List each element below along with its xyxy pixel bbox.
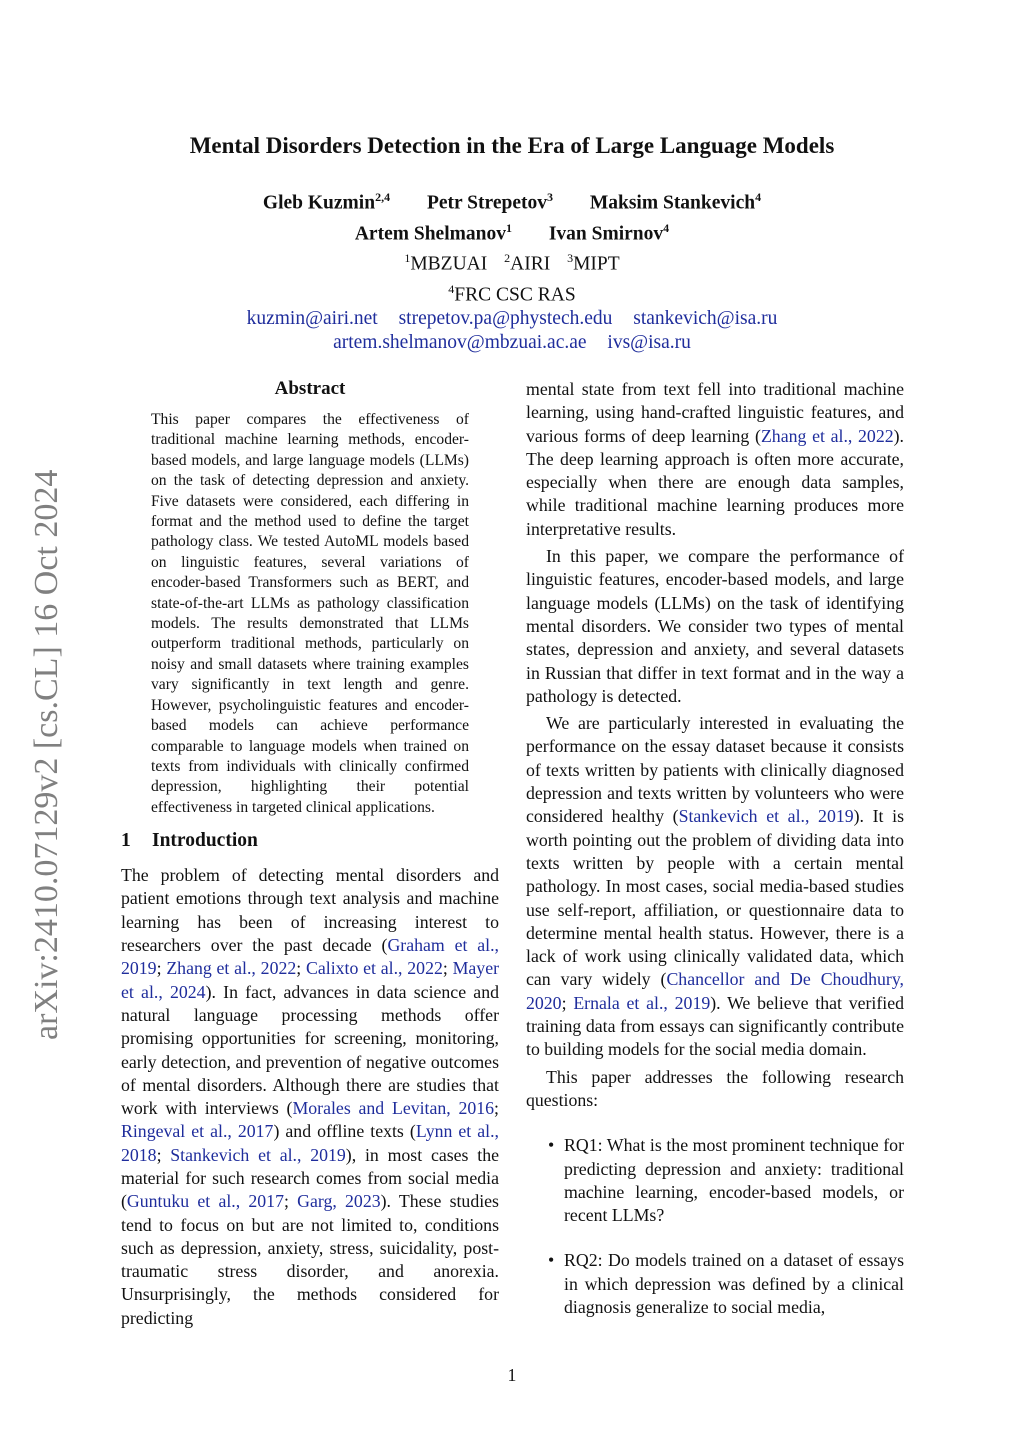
affiliation-row-1 [100, 246, 924, 277]
citation-link[interactable]: Morales and Levitan, 2016 [292, 1098, 495, 1119]
affiliation: $^4$FRC CSC RAS [448, 281, 576, 305]
author-row-2 [100, 216, 924, 247]
bullet-icon: • [548, 1250, 555, 1271]
author-block [100, 185, 924, 355]
list-item: • RQ2: Do models trained on a dataset of essays in which depression was defined by a clinical diagnosis generalize to social media, [548, 1250, 904, 1317]
affiliation: $^2$AIRI [504, 251, 551, 275]
citation-link[interactable]: Guntuku et al., 2017 [126, 1191, 284, 1212]
affiliation: $^1$MBZUAI [404, 251, 488, 275]
author-row-1 [100, 185, 924, 216]
abstract-text: This paper compares the effectiveness of traditional machine learning methods, encoder-based models, and large language models (LLMs) on the task of detecting depression and anxiety. Five datasets were considered, each differing in format and the method used to define the target pathology class. We tested AutoML models based on linguistic features, several variations of encoder-based Transformers such as BERT, and state-of-the-art LLMs as pathology classification models. The results demonstrated that LLMs outperform traditional methods, particularly on noisy and small datasets where training examples vary significantly in text length and genre. However, psycholinguistic features and encoder-based models can achieve performance comparable to language models when trained on texts from individuals with clinically confirmed depression, highlighting their potential effectiveness in targeted clinical applications. [151, 411, 469, 816]
body-paragraph: We are particularly interested in evaluating the performance on the essay dataset because it consists of texts written by patients with clinically diagnosed depression and texts written by volunteers who were considered healthy (Stankevich et al., 2019). It is worth pointing out the problem of dividing data into texts written by people with a certain mental pathology. In most cases, social media-based studies use self-report, affiliation, or questionnaire data to determine mental health status. However, there is a lack of work using clinically validated data, which can vary widely (Chancellor and De Choudhury, 2020; Ernala et al., 2019). We believe that verified training data from essays can significantly contribute to building models for the social media domain. [526, 713, 905, 1060]
citation-link[interactable]: Zhang et al., 2022 [166, 958, 297, 979]
left-column [121, 376, 499, 1330]
intro-paragraph: The problem of detecting mental disorders and patient emotions through text analysis and machine learning has been of increasing interest to researchers over the past decade (Graham et al., 2019; Zhang et al., 2022; Calixto et al., 2022; Mayer et al., 2024). In fact, advances in data science and natural language processing methods offer promising opportunities for screening, monitoring, early detection, and prevention of negative outcomes of mental disorders. Although there are studies that work with interviews (Morales and Levitan, 2016; Ringeval et al., 2017) and offline texts (Lynn et al., 2018; Stankevich et al., 2019), in most cases the material for such research comes from social media (Guntuku et al., 2017; Garg, 2023). These studies tend to focus on but are not limited to, conditions such as depression, anxiety, stress, suicidality, post-traumatic stress disorder, and anorexia. Unsurprisingly, the methods considered for predicting [121, 865, 500, 1328]
citation-link[interactable]: Ernala et al., 2019 [573, 992, 711, 1013]
citation-link[interactable]: Chancellor and De Choudhury, 2020 [526, 969, 905, 1013]
email-link[interactable]: kuzmin@airi.net [246, 308, 378, 329]
author-name: Gleb Kuzmin$^{2,4}$ [262, 190, 391, 214]
section-title: Introduction [152, 830, 258, 852]
body-paragraph: This paper addresses the following research questions: [526, 1066, 904, 1110]
paper-title: Mental Disorders Detection in the Era of Large Language Models [189, 133, 835, 158]
body-paragraph: mental state from text fell into traditional machine learning, using hand-crafted linguistic features, and various forms of deep learning (Zhang et al., 2022). The deep learning approach is often more accurate, especially when there are enough data samples, while traditional machine learning produces more interpretative results. [526, 379, 904, 539]
arxiv-identifier: arXiv:2410.07129v2 [cs.CL] 16 Oct 2024 [28, 469, 65, 1041]
research-question-list [526, 1134, 904, 1319]
citation-link[interactable]: Zhang et al., 2022 [760, 425, 894, 446]
citation-link[interactable]: Graham et al., 2019 [121, 935, 499, 979]
email-link[interactable]: strepetov.pa@phystech.edu [398, 308, 613, 329]
email-row-1 [100, 307, 924, 331]
citation-link[interactable]: Calixto et al., 2022 [306, 958, 443, 979]
email-link[interactable]: ivs@isa.ru [607, 332, 691, 353]
email-link[interactable]: stankevich@isa.ru [633, 308, 778, 329]
email-link[interactable]: artem.shelmanov@mbzuai.ac.ae [333, 332, 587, 353]
citation-link[interactable]: Stankevich et al., 2019 [678, 806, 854, 827]
list-item: • RQ1: What is the most prominent technique for predicting depression and anxiety: traditional machine learning, encoder-based models, or recent LLMs? [548, 1135, 904, 1226]
abstract-heading: Abstract [274, 378, 346, 399]
author-name: Ivan Smirnov$^4$ [548, 220, 670, 244]
email-row-2 [100, 331, 924, 355]
affiliation: $^3$MIPT [567, 251, 620, 275]
author-name: Artem Shelmanov$^1$ [354, 220, 512, 244]
bullet-icon: • [548, 1135, 555, 1156]
section-number: 1 [121, 830, 131, 852]
section-heading [121, 828, 499, 854]
citation-link[interactable]: Garg, 2023 [297, 1191, 381, 1212]
page-number: 1 [507, 1365, 517, 1385]
author-name: Maksim Stankevich$^4$ [589, 190, 762, 214]
author-name: Petr Strepetov$^3$ [426, 190, 553, 214]
citation-link[interactable]: Ringeval et al., 2017 [121, 1121, 274, 1142]
right-column [526, 378, 904, 1341]
body-paragraph: In this paper, we compare the performance of linguistic features, encoder-based models, and large language models (LLMs) on the task of identifying mental disorders. We consider two types of mental states, depression and anxiety, and several datasets in Russian that differ in text format and in the way a pathology is detected. [526, 546, 904, 706]
citation-link[interactable]: Stankevich et al., 2019 [170, 1144, 346, 1165]
citation-link[interactable]: Lynn et al., 2018 [121, 1121, 500, 1165]
citation-link[interactable]: Mayer et al., 2024 [121, 958, 500, 1002]
affiliation-row-2 [100, 277, 924, 308]
